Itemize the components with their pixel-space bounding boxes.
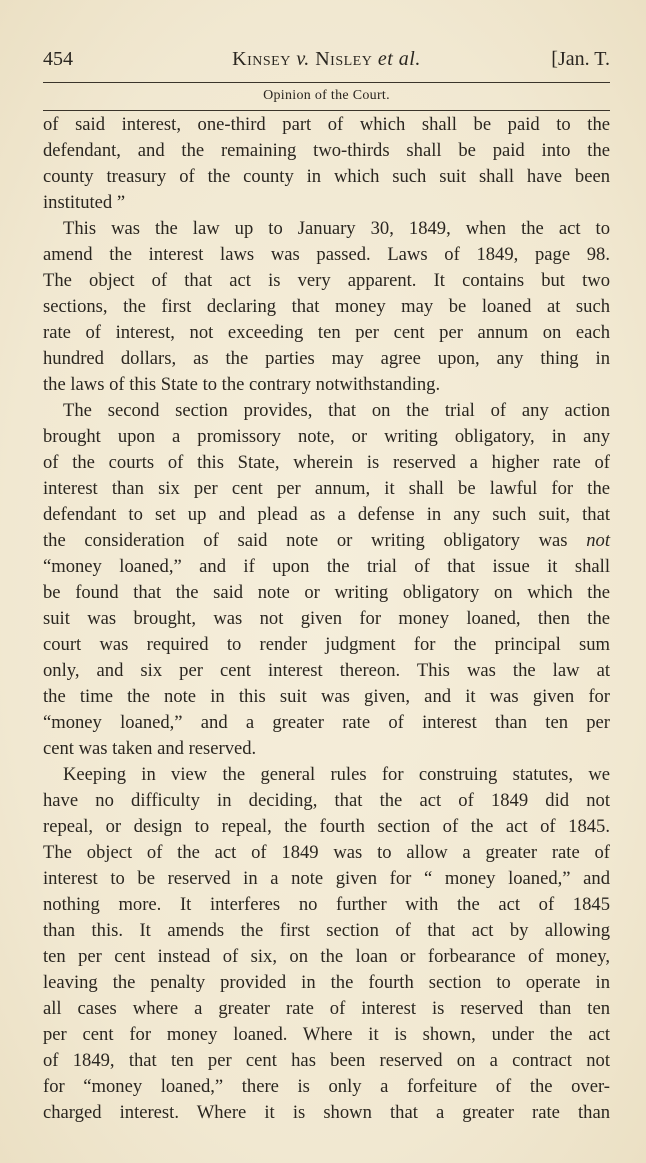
- text-line: [43, 632, 610, 658]
- line-text: cent was taken and reserved.: [43, 738, 257, 759]
- line-text: suit was brought, was not given for money loaned, then the: [43, 608, 610, 629]
- text-line: [43, 528, 610, 554]
- text-line: [43, 372, 610, 398]
- line-text: leaving the penalty provided in the fourth section to operate in: [43, 972, 610, 993]
- text-line: [43, 892, 610, 918]
- text-line: [43, 450, 610, 476]
- line-text: repeal, or design to repeal, the fourth section of the act of 1845.: [43, 816, 610, 837]
- text-line: [43, 1048, 610, 1074]
- line-text: court was required to render judgment for the principal sum: [43, 634, 610, 655]
- line-text: have no difficulty in deciding, that the act of 1849 did not: [43, 790, 610, 811]
- text-line: [43, 112, 610, 138]
- line-text: sections, the first declaring that money may be loaned at such: [43, 296, 610, 317]
- line-text: be found that the said note or writing obligatory on which the: [43, 582, 610, 603]
- case-plaintiff: Kinsey: [232, 48, 291, 70]
- line-text: of the courts of this State, wherein is reserved a higher rate of: [43, 452, 610, 473]
- line-text: The object of the act of 1849 was to allow a greater rate of: [43, 842, 610, 863]
- line-text: amend the interest laws was passed. Laws of 1849, page 98.: [43, 244, 610, 265]
- text-line: [43, 476, 610, 502]
- line-text: of said interest, one-third part of which shall be paid to the: [43, 114, 610, 135]
- case-v: v.: [296, 48, 310, 70]
- text-line: [43, 1100, 610, 1126]
- page-number: 454: [43, 48, 73, 70]
- line-text: “money loaned,” and if upon the trial of that issue it shall: [43, 556, 610, 577]
- text-line: [43, 242, 610, 268]
- text-line: [43, 710, 610, 736]
- line-text: “money loaned,” and a greater rate of interest than ten per: [43, 712, 610, 733]
- text-line: [43, 138, 610, 164]
- line-text: charged interest. Where it is shown that a greater rate than: [43, 1102, 610, 1123]
- line-text: ten per cent instead of six, on the loan or forbearance of money,: [43, 946, 610, 967]
- line-text: The object of that act is very apparent. It contains but two: [43, 270, 610, 291]
- text-line: [43, 502, 610, 528]
- line-text: hundred dollars, as the parties may agree upon, any thing in: [43, 348, 610, 369]
- text-line: [43, 866, 610, 892]
- text-line: [43, 736, 610, 762]
- header-rule: [43, 82, 610, 83]
- text-line: [43, 762, 610, 788]
- text-line: [43, 190, 610, 216]
- line-text: for “money loaned,” there is only a forfeiture of the over-: [43, 1076, 610, 1097]
- text-line: [43, 970, 610, 996]
- section-heading: Opinion of the Court.: [263, 88, 390, 103]
- text-line: [43, 164, 610, 190]
- line-text: brought upon a promissory note, or writing obligatory, in any: [43, 426, 610, 447]
- line-text: of 1849, that ten per cent has been reserved on a contract not: [43, 1050, 610, 1071]
- running-header: [43, 48, 610, 78]
- text-line: [43, 346, 610, 372]
- text-line: [43, 788, 610, 814]
- text-line: [43, 268, 610, 294]
- line-text: This was the law up to January 30, 1849, when the act to: [63, 218, 610, 239]
- line-text: per cent for money loaned. Where it is shown, under the act: [43, 1024, 610, 1045]
- text-line: [43, 320, 610, 346]
- text-line: [43, 398, 610, 424]
- case-etal: et al.: [377, 48, 421, 70]
- text-line: [43, 1074, 610, 1100]
- line-text: the time the note in this suit was given, and it was given for: [43, 686, 610, 707]
- text-line: [43, 918, 610, 944]
- text-line: [43, 944, 610, 970]
- text-line: [43, 580, 610, 606]
- text-line: [43, 684, 610, 710]
- line-text: than this. It amends the first section of that act by allowing: [43, 920, 610, 941]
- line-text: instituted ”: [43, 192, 126, 213]
- line-text: Keeping in view the general rules for construing statutes, we: [63, 764, 610, 785]
- text-line: [43, 554, 610, 580]
- line-text: rate of interest, not exceeding ten per cent per annum on each: [43, 322, 610, 343]
- italic-word: not: [586, 530, 610, 551]
- case-title: [43, 48, 610, 71]
- text-line: [43, 294, 610, 320]
- line-text: defendant to set up and plead as a defense in any such suit, that: [43, 504, 610, 525]
- text-line: [43, 658, 610, 684]
- case-defendant: Nisley: [315, 48, 373, 70]
- line-text: the laws of this State to the contrary notwithstanding.: [43, 374, 441, 395]
- text-line: [43, 1022, 610, 1048]
- text-line: [43, 840, 610, 866]
- text-line: [43, 216, 610, 242]
- text-line: [43, 606, 610, 632]
- line-text: nothing more. It interferes no further with the act of 1845: [43, 894, 610, 915]
- section-rule: [43, 110, 610, 111]
- line-text: interest to be reserved in a note given for “ money loaned,” and: [43, 868, 610, 889]
- body-text: [43, 112, 610, 1126]
- term-label: [Jan. T.: [551, 48, 610, 70]
- line-text: the consideration of said note or writing obligatory was: [43, 530, 568, 551]
- text-line: [43, 996, 610, 1022]
- text-line: [43, 814, 610, 840]
- line-text: county treasury of the county in which such suit shall have been: [43, 166, 610, 187]
- line-text: defendant, and the remaining two-thirds shall be paid into the: [43, 140, 610, 161]
- line-text: The second section provides, that on the trial of any action: [63, 400, 610, 421]
- text-line: [43, 424, 610, 450]
- line-text: interest than six per cent per annum, it shall be lawful for the: [43, 478, 610, 499]
- line-text: all cases where a greater rate of interest is reserved than ten: [43, 998, 610, 1019]
- line-text: only, and six per cent interest thereon. This was the law at: [43, 660, 610, 681]
